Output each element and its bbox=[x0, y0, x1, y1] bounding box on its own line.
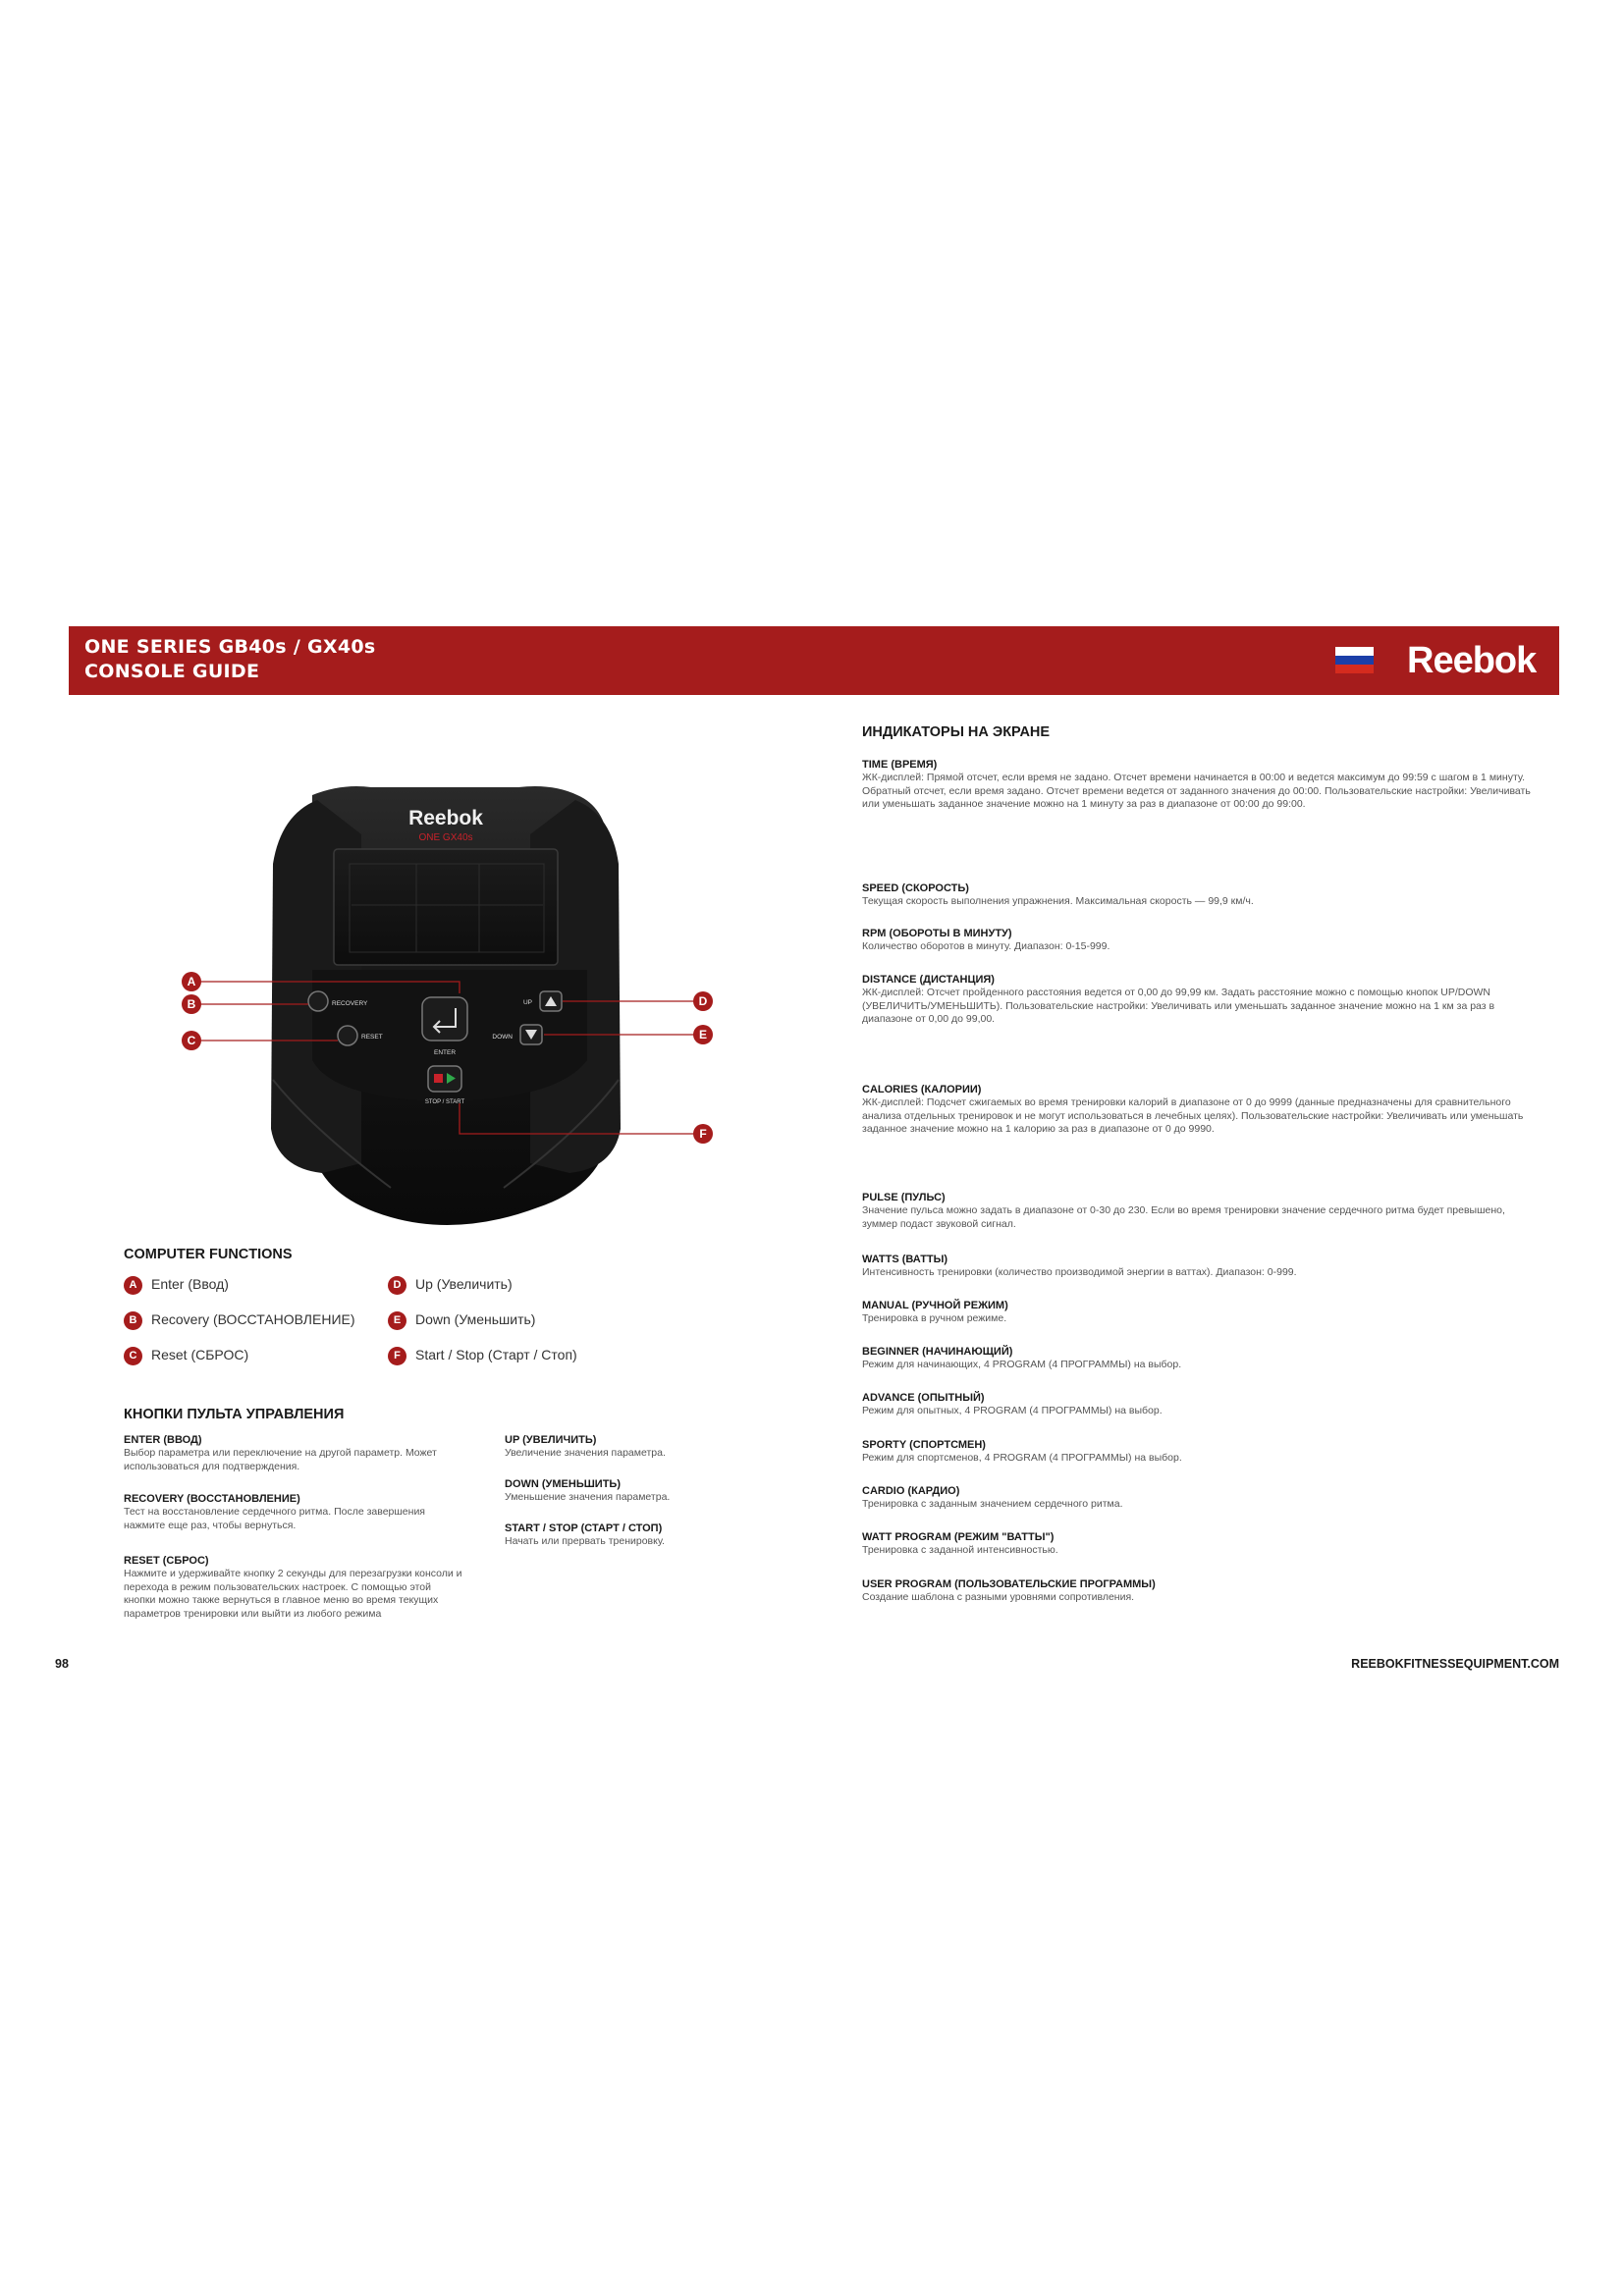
reset-button-label: RESET bbox=[361, 1034, 383, 1041]
indicator-heading: TIME (ВРЕМЯ) bbox=[862, 759, 938, 771]
enter-button-label: ENTER bbox=[433, 1049, 457, 1056]
up-button-label: UP bbox=[522, 999, 532, 1006]
indicator-text: Значение пульса можно задать в диапазоне от 0-30 до 230. Если во время тренировки значение сердечного ритма будет превышено, зуммер подаст звуковой сигнал. bbox=[862, 1204, 1505, 1230]
function-label: Enter (Ввод) bbox=[151, 1276, 229, 1293]
function-item-reset bbox=[124, 1347, 248, 1365]
document-title bbox=[84, 635, 375, 684]
indicator-pulse bbox=[862, 1191, 1540, 1231]
badge-f: F bbox=[388, 1347, 406, 1365]
indicator-beginner bbox=[862, 1345, 1540, 1372]
indicator-text: Создание шаблона с разными уровнями сопротивления. bbox=[862, 1591, 1135, 1603]
indicator-heading: MANUAL (РУЧНОЙ РЕЖИМ) bbox=[862, 1300, 1008, 1311]
indicator-distance bbox=[862, 973, 1540, 1027]
entry-text: Нажмите и удерживайте кнопку 2 секунды для перезагрузки консоли и перехода в режим пользовательских настроек. С помощью этой кнопки можно также вернуться в главное меню во время текущих параметров тренировки или выйти из любого режима bbox=[124, 1568, 462, 1620]
indicator-speed bbox=[862, 881, 1540, 909]
entry-text: Тест на восстановление сердечного ритма. После завершения нажмите еще раз, чтобы вернуться. bbox=[124, 1506, 425, 1531]
console-brand-text: Reebok bbox=[408, 807, 483, 829]
badge-b: B bbox=[124, 1311, 142, 1330]
stop-icon bbox=[434, 1074, 443, 1083]
function-item-enter bbox=[124, 1276, 229, 1295]
entry-text: Увеличение значения параметра. bbox=[505, 1447, 666, 1459]
indicator-text: ЖК-дисплей: Подсчет сжигаемых во время тренировки калорий в диапазоне от 0 до 9999 (данные предназначены для сравнительного анализа отдельных тренировок и не могут использоваться в лечебных целях). Пользовательские настройки: Увеличивать или уменьшать заданное значение можно на 1 калорию за раз в диапазоне от 0 до 9990. bbox=[862, 1096, 1524, 1135]
callout-a-label: A bbox=[187, 975, 196, 988]
function-label: Down (Уменьшить) bbox=[415, 1311, 536, 1328]
indicator-heading: WATTS (ВАТТЫ) bbox=[862, 1254, 948, 1265]
console-illustration bbox=[165, 775, 734, 1237]
indicator-text: ЖК-дисплей: Прямой отсчет, если время не задано. Отсчет времени начинается в 00:00 и ведется максимум до 99:59 с шагом в 1 минуту. Обратный отсчет, если время задано. Отсчет времени ведется от заданного значения до 00:00. Пользовательские настройки: Увеличивать или уменьшать заданное значение можно на 1 минуту за раз в диапазоне от 00:00 до 99:00. bbox=[862, 772, 1531, 810]
entry-heading: ENTER (ВВОД) bbox=[124, 1434, 202, 1446]
indicator-user-program bbox=[862, 1577, 1540, 1605]
callout-c-label: C bbox=[187, 1034, 196, 1047]
indicator-calories bbox=[862, 1083, 1540, 1137]
indicator-watts bbox=[862, 1253, 1540, 1280]
button-entry-start-stop bbox=[505, 1522, 731, 1549]
badge-a: A bbox=[124, 1276, 142, 1295]
indicator-heading: SPORTY (СПОРТСМЕН) bbox=[862, 1439, 986, 1451]
function-item-up bbox=[388, 1276, 513, 1295]
computer-functions-title: COMPUTER FUNCTIONS bbox=[124, 1247, 293, 1262]
start-stop-button-label: STOP / START bbox=[424, 1099, 465, 1105]
entry-heading: START / STOP (СТАРТ / СТОП) bbox=[505, 1522, 663, 1534]
indicator-text: Режим для опытных, 4 PROGRAM (4 ПРОГРАММЫ) на выбор. bbox=[862, 1405, 1163, 1416]
enter-button bbox=[422, 997, 467, 1041]
indicator-heading: USER PROGRAM (ПОЛЬЗОВАТЕЛЬСКИЕ ПРОГРАММЫ) bbox=[862, 1578, 1156, 1590]
entry-text: Начать или прервать тренировку. bbox=[505, 1535, 665, 1547]
buttons-section-title: КНОПКИ ПУЛЬТА УПРАВЛЕНИЯ bbox=[124, 1407, 345, 1422]
indicator-cardio bbox=[862, 1484, 1540, 1512]
entry-heading: UP (УВЕЛИЧИТЬ) bbox=[505, 1434, 597, 1446]
indicator-heading: BEGINNER (НАЧИНАЮЩИЙ) bbox=[862, 1346, 1013, 1358]
function-item-recovery bbox=[124, 1311, 355, 1330]
badge-e: E bbox=[388, 1311, 406, 1330]
indicator-heading: SPEED (СКОРОСТЬ) bbox=[862, 882, 969, 894]
indicator-sporty bbox=[862, 1438, 1540, 1466]
start-stop-button bbox=[428, 1066, 461, 1092]
indicator-text: Тренировка в ручном режиме. bbox=[862, 1312, 1007, 1324]
function-label: Up (Увеличить) bbox=[415, 1276, 513, 1293]
indicator-text: Интенсивность тренировки (количество производимой энергии в ваттах). Диапазон: 0-999. bbox=[862, 1266, 1297, 1278]
entry-heading: DOWN (УМЕНЬШИТЬ) bbox=[505, 1478, 621, 1490]
indicator-text: Количество оборотов в минуту. Диапазон: 0-15-999. bbox=[862, 940, 1110, 952]
entry-text: Выбор параметра или переключение на другой параметр. Может использоваться для подтверждения. bbox=[124, 1447, 437, 1472]
function-label: Start / Stop (Старт / Стоп) bbox=[415, 1347, 577, 1363]
button-entry-reset bbox=[124, 1554, 462, 1621]
indicator-heading: DISTANCE (ДИСТАНЦИЯ) bbox=[862, 974, 995, 986]
entry-heading: RECOVERY (ВОССТАНОВЛЕНИЕ) bbox=[124, 1493, 300, 1505]
header-banner bbox=[69, 626, 1559, 695]
badge-c: C bbox=[124, 1347, 142, 1365]
indicator-watt-program bbox=[862, 1530, 1540, 1558]
reset-button bbox=[338, 1026, 357, 1045]
callout-f-label: F bbox=[699, 1127, 707, 1141]
function-item-down bbox=[388, 1311, 535, 1330]
function-label: Reset (СБРОС) bbox=[151, 1347, 249, 1363]
indicator-text: Режим для спортсменов, 4 PROGRAM (4 ПРОГРАММЫ) на выбор. bbox=[862, 1452, 1182, 1464]
recovery-button bbox=[308, 991, 328, 1011]
function-label: Recovery (ВОССТАНОВЛЕНИЕ) bbox=[151, 1311, 355, 1328]
indicator-rpm bbox=[862, 927, 1540, 954]
indicator-time bbox=[862, 758, 1540, 812]
brand-logo: Reebok bbox=[1407, 640, 1537, 681]
website-link[interactable]: REEBOKFITNESSEQUIPMENT.COM bbox=[1351, 1657, 1559, 1671]
indicator-advance bbox=[862, 1391, 1540, 1418]
entry-heading: RESET (СБРОС) bbox=[124, 1555, 209, 1567]
button-entry-down bbox=[505, 1477, 731, 1505]
badge-d: D bbox=[388, 1276, 406, 1295]
indicator-text: Тренировка с заданной интенсивностью. bbox=[862, 1544, 1058, 1556]
entry-text: Уменьшение значения параметра. bbox=[505, 1491, 671, 1503]
callout-b-label: B bbox=[187, 997, 196, 1011]
indicator-heading: CALORIES (КАЛОРИИ) bbox=[862, 1084, 982, 1095]
indicator-text: Тренировка с заданным значением сердечного ритма. bbox=[862, 1498, 1123, 1510]
indicator-heading: PULSE (ПУЛЬС) bbox=[862, 1192, 946, 1203]
page-number: 98 bbox=[55, 1657, 69, 1671]
lcd-screen bbox=[334, 849, 558, 965]
callout-e-label: E bbox=[698, 1028, 708, 1041]
title-line-2: CONSOLE GUIDE bbox=[84, 661, 260, 682]
indicator-heading: WATT PROGRAM (РЕЖИМ "ВАТТЫ") bbox=[862, 1531, 1055, 1543]
button-entry-up bbox=[505, 1433, 731, 1461]
indicator-text: Текущая скорость выполнения упражнения. Максимальная скорость — 99,9 км/ч. bbox=[862, 895, 1254, 907]
russia-flag-icon bbox=[1335, 647, 1374, 673]
button-entry-enter bbox=[124, 1433, 462, 1473]
indicator-manual bbox=[862, 1299, 1540, 1326]
indicator-heading: CARDIO (КАРДИО) bbox=[862, 1485, 960, 1497]
indicator-text: ЖК-дисплей: Отсчет пройденного расстояния ведется от 0,00 до 99,99 км. Задать расстояние можно с помощью кнопок UP/DOWN (УВЕЛИЧИТЬ/УМЕНЬШИТЬ). Пользовательские настройки: Увеличивать или уменьшать заданное значение можно на 1 км за раз в диапазоне от 0,00 до 99,00. bbox=[862, 987, 1495, 1025]
indicator-heading: RPM (ОБОРОТЫ В МИНУТУ) bbox=[862, 928, 1012, 939]
indicator-heading: ADVANCE (ОПЫТНЫЙ) bbox=[862, 1392, 985, 1404]
down-button-label: DOWN bbox=[492, 1034, 513, 1041]
console-model-text: ONE GX40s bbox=[418, 832, 473, 843]
callout-d-label: D bbox=[698, 994, 708, 1008]
indicator-text: Режим для начинающих, 4 PROGRAM (4 ПРОГРАММЫ) на выбор. bbox=[862, 1359, 1182, 1370]
function-item-start-stop bbox=[388, 1347, 577, 1365]
title-line-1: ONE SERIES GB40s / GX40s bbox=[84, 636, 376, 658]
button-entry-recovery bbox=[124, 1492, 462, 1532]
indicators-title: ИНДИКАТОРЫ НА ЭКРАНЕ bbox=[862, 724, 1051, 740]
recovery-button-label: RECOVERY bbox=[332, 1000, 368, 1007]
